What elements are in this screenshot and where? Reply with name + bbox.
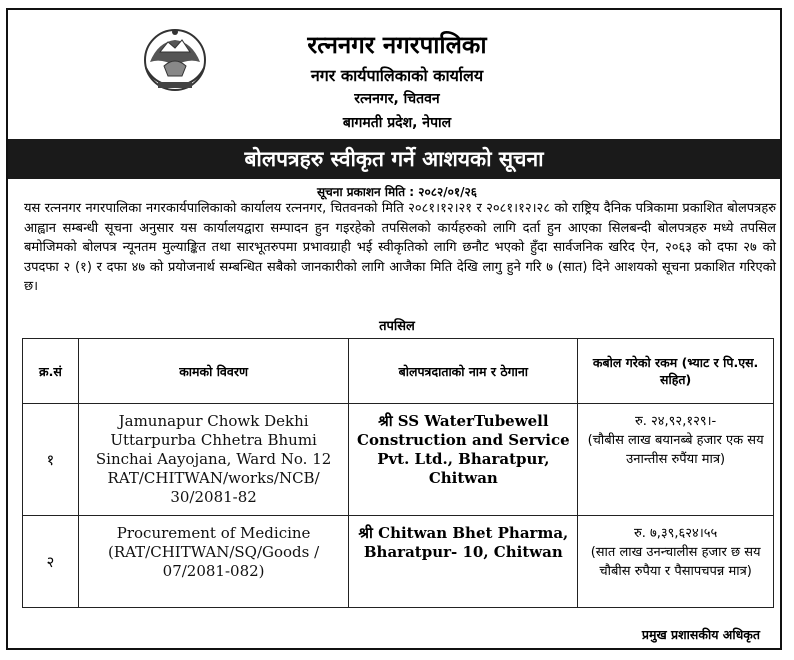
row-amount-cell (578, 404, 774, 516)
signature-title: प्रमुख प्रशासकीय अधिकृत (641, 627, 760, 642)
award-table (22, 338, 774, 608)
municipality-title: रत्ननगर नगरपालिका (307, 31, 487, 59)
row-description: Jamunapur Chowk Dekhi Uttarpurba Chhetra Bhumi Sinchai Aayojana, Ward No. 12 RAT/CHITWAN/works/NCB/ 30/2081-82 (78, 404, 349, 516)
table-heading: तपसिल (379, 319, 415, 334)
table-row (23, 516, 774, 608)
row-bidder: श्री SS WaterTubewell Construction and Service Pvt. Ltd., Bharatpur, Chitwan (349, 404, 578, 516)
table-header-row (23, 339, 774, 404)
row-amount-words: (सात लाख उनन्चालीस हजार छ सय चौबीस रुपैया र पैसापचपन्न मात्र) (590, 545, 761, 579)
col-header-description: कामको विवरण (78, 339, 349, 404)
office-name: नगर कार्यपालिकाको कार्यालय (310, 66, 484, 85)
row-description: Procurement of Medicine (RAT/CHITWAN/SQ/Goods / 07/2081-082) (78, 516, 349, 608)
row-bidder: श्री Chitwan Bhet Pharma, Bharatpur- 10, Chitwan (349, 516, 578, 608)
row-amount: रु. ७,३९,६२४।५५ (633, 526, 718, 541)
col-header-sn: क्र.सं (23, 339, 79, 404)
office-location: रत्ननगर, चितवन (354, 91, 440, 107)
publication-date: सूचना प्रकाशन मिति : २०८२/०१/२६ (317, 185, 477, 199)
notice-body: यस रत्ननगर नगरपालिका नगरकार्यपालिकाको कार्यालय रत्ननगर, चितवनको मिति २०८१।१२।२१ र २०८१।१२।२८ को राष्ट्रिय दैनिक पत्रिकामा प्रकाशित बोलपत्रहरु आह्वान सम्बन्धी सूचना अनुसार यस कार्यालयद्वारा सम्पादन हुन गइरहेको तपसिलको कार्यहरुको लागि दर्ता हुन आएका सिलबन्दी बोलपत्रहरु मध्ये तपसिल बमोजिमको बोलपत्र न्यूनतम मुल्याङ्कित तथा सारभूतरुपमा प्रभावग्राही भई स्वीकृतिको लागि छनौट भएको हुँदा सार्वजनिक खरिद ऐन, २०६३ को दफा २७ को उपदफा २ (१) र दफा ४७ को प्रयोजनार्थ सम्बन्धित सबैको जानकारीको लागि आजैका मिति देखि लागु हुने गरि ७ (सात) दिने आशयको सूचना प्रकाशित गरिएको छ। (24, 201, 776, 295)
row-amount-words: (चौबीस लाख बयानब्बे हजार एक सय उनान्तीस रुपैंया मात्र) (587, 433, 764, 467)
col-header-amount: कबोल गरेको रकम (भ्याट र पि.एस. सहित) (578, 339, 774, 404)
table-row (23, 404, 774, 516)
province-line: बागमती प्रदेश, नेपाल (342, 115, 452, 131)
col-header-bidder: बोलपत्रदाताको नाम र ठेगाना (349, 339, 578, 404)
row-sn: १ (23, 404, 79, 516)
row-amount-cell (578, 516, 774, 608)
row-amount: रु. २४,९२,१२९।- (634, 414, 717, 429)
row-sn: २ (23, 516, 79, 608)
notice-banner: बोलपत्रहरु स्वीकृत गर्ने आशयको सूचना (8, 139, 780, 179)
